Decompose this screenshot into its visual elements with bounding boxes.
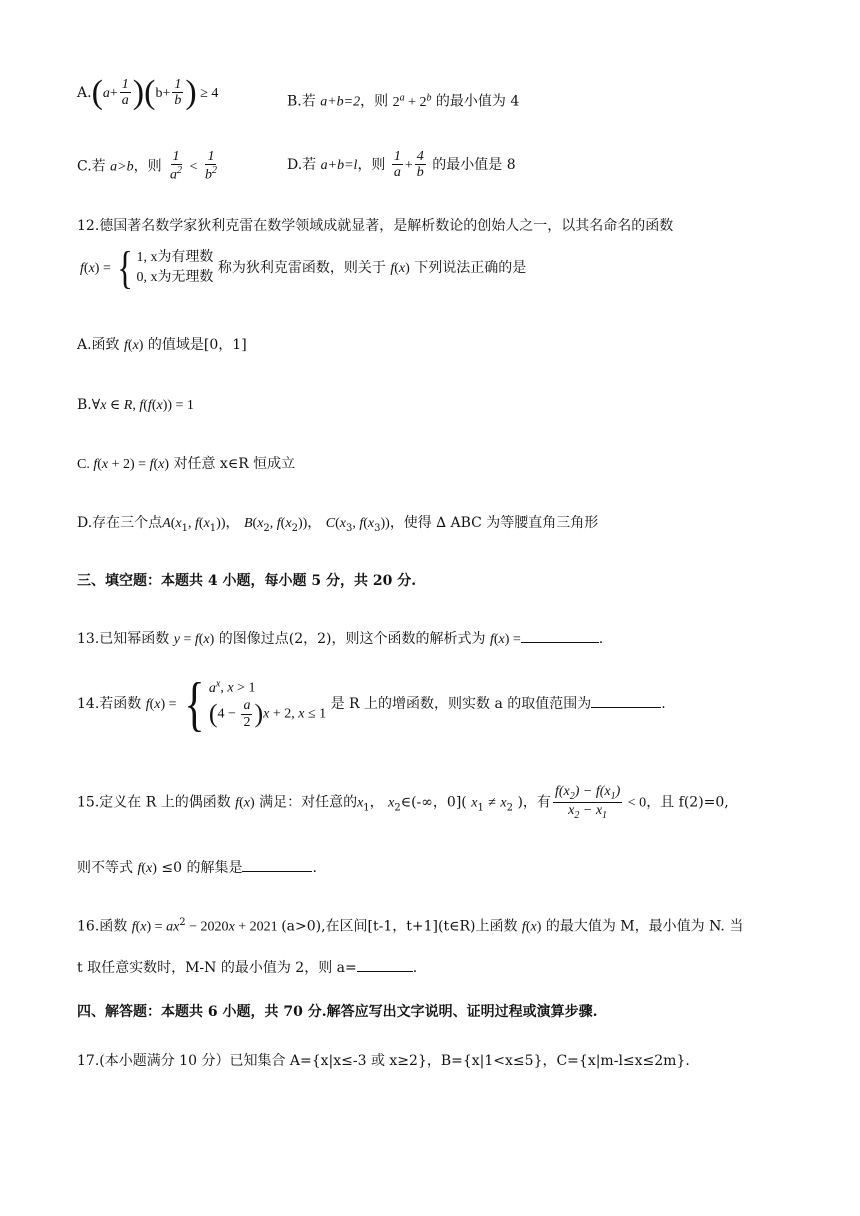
q12-function-def: f(x) = { 1, x为有理数 0, x为无理数 称为狄利克雷函数，则关于 f(x) 下列说法正确的是 (80, 242, 527, 293)
q12-option-d: D.存在三个点$A(x_1$, $f(x_1)$)， $B(x_2$, $f(x_2)$)， $C(x_3$, $f(x_3)$)，使得 ∆ ABC 为等腰直角三角形 (77, 515, 599, 534)
section-3-heading: 三、填空题：本题共 4 小题，每小题 5 分，共 20 分. (77, 573, 417, 589)
q14: 14.若函数 f(x) = { $a^x$, x > 1 (4 − $\frac{a}{2}$ )x + 2, x ≤ 1 是 R 上的增函数，则实数 a 的取值范围为 . (77, 671, 666, 737)
q11-option-d: D.若 a+b=l，则 $\frac{1}{a}$ + $\frac{4}{b}$ 的最小值是 8 (287, 149, 516, 181)
q12-stem: 12.德国著名数学家狄利克雷在数学领域成就显著，是解析数论的创始人之一，以其名命名的函数 (77, 218, 674, 234)
q12-case-1: 1, x为有理数 (136, 250, 214, 266)
q15-line1: 15.定义在 R 上的偶函数 f(x) 满足：对任意的$x_1$， $x_2\in(-\infty$，0]( $x_1 \ne x_2$ )，有 $\frac{f(x_2) - f(x_1)}{x_2 - x_1}$ < 0，且 f(2)=0, (77, 784, 729, 821)
q16-line1: 16.函数 $f(x) = ax^2 - 2020x + 2021$ (a>0),在区间[t-1，t+1](t∈R)上函数 f(x) 的最大值为 M，最小值为 N. 当 (77, 917, 744, 935)
q11-option-b: B.若 a+b=2，则 $2^a + 2^b$ 的最小值为 4 (287, 92, 520, 110)
q16-answer-blank[interactable] (357, 957, 413, 972)
q12-option-c: C. f(x + 2) = f(x) 对任意 x∈R 恒成立 (77, 456, 296, 472)
q16-line2: t 取任意实数时，M-N 的最小值为 2，则 a= . (77, 957, 417, 977)
section-4-heading: 四、解答题：本题共 6 小题，共 70 分.解答应写出文字说明、证明过程或演算步骤. (77, 1004, 598, 1020)
q15-answer-blank[interactable] (242, 857, 312, 872)
q17: 17.(本小题满分 10 分）已知集合 A={x|x≤-3 或 x≥2}，B={x|1<x≤5}，C={x|m-l≤x≤2m}. (77, 1053, 690, 1069)
q12-option-b: B.∀x ∈ R, f(f(x)) = 1 (77, 397, 194, 413)
q11-option-c: C.若 a>b，则 $\frac{1}{a^2}$ < $\frac{1}{b^2}$ (77, 149, 217, 184)
q12-option-a: A.函致 f(x) 的值域是[0，1] (77, 337, 247, 353)
q11-option-a: A.(a+ $\frac{1}{a}$ )(b+ $\frac{1}{b}$ ) ≥ 4 (77, 74, 219, 111)
q13-answer-blank[interactable] (521, 628, 599, 643)
q14-answer-blank[interactable] (591, 693, 661, 708)
q13: 13.已知幂函数 y = f(x) 的图像过点(2，2)，则这个函数的解析式为 f(x) = . (77, 628, 603, 649)
q12-case-2: 0, x为无理数 (136, 270, 214, 285)
q15-line2: 则不等式 f(x) ≤0 的解集是 . (77, 857, 317, 878)
